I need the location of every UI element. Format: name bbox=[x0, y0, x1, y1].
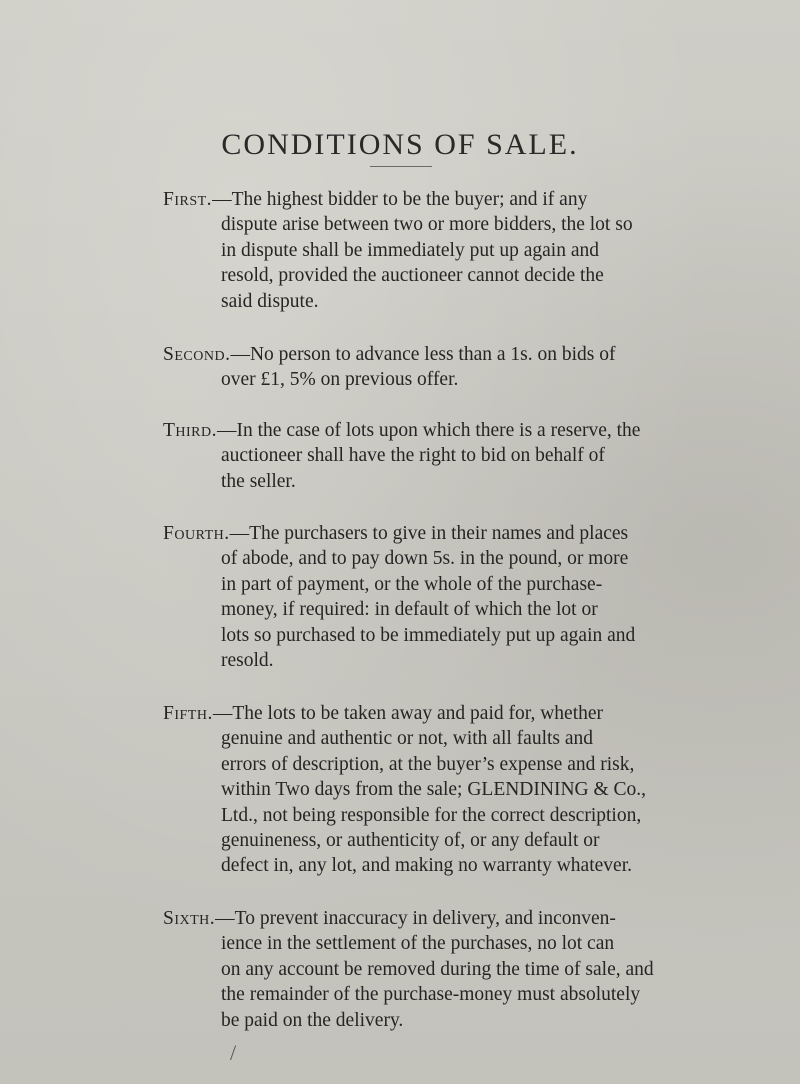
pencil-mark: / bbox=[230, 1040, 237, 1065]
clause-line: over £1, 5% on previous offer. bbox=[221, 369, 459, 391]
clause-fourth-line-1: Fourth.—The purchasers to give in their names and places bbox=[163, 523, 629, 544]
page-title: CONDITIONS OF SALE. bbox=[221, 128, 579, 161]
clause-second-line-1: Second.—No person to advance less than a 1s. on bids of bbox=[163, 344, 616, 365]
clause-line: lots so purchased to be immediately put up again and bbox=[221, 624, 636, 646]
clause-label: First. bbox=[163, 189, 213, 210]
clause-third bbox=[165, 418, 785, 494]
clause-fifth bbox=[165, 701, 785, 879]
clause-line: the remainder of the purchase-money must absolutely bbox=[221, 984, 641, 1006]
clause-third-line-1: Third.—In the case of lots upon which there is a reserve, the bbox=[163, 420, 641, 441]
clause-line: ience in the settlement of the purchases, no lot can bbox=[221, 933, 615, 955]
clause-first-line-1: First.—The highest bidder to be the buyer; and if any bbox=[163, 189, 588, 210]
clause-label: Sixth. bbox=[163, 908, 216, 929]
clause-line: said dispute. bbox=[221, 290, 319, 312]
clause-label: Third. bbox=[163, 420, 218, 441]
clause-line: auctioneer shall have the right to bid on behalf of bbox=[221, 445, 605, 467]
clause-label: Fourth. bbox=[163, 523, 230, 544]
clause-line: of abode, and to pay down 5s. in the pound, or more bbox=[221, 548, 629, 570]
clause-sixth bbox=[165, 906, 785, 1033]
clause-label: Second. bbox=[163, 344, 231, 365]
clause-line: the seller. bbox=[221, 470, 296, 492]
clause-line: genuine and authentic or not, with all faults and bbox=[221, 728, 594, 750]
clause-line: be paid on the delivery. bbox=[221, 1009, 404, 1031]
clause-second bbox=[165, 342, 785, 393]
clause-line: dispute arise between two or more bidders, the lot so bbox=[221, 214, 633, 236]
clause-line: in part of payment, or the whole of the purchase- bbox=[221, 573, 603, 595]
clause-line: genuineness, or authenticity of, or any default or bbox=[221, 830, 600, 852]
clause-line: resold, provided the auctioneer cannot decide the bbox=[221, 265, 604, 287]
clause-first bbox=[165, 187, 785, 314]
clause-fifth-line-1: Fifth.—The lots to be taken away and paid for, whether bbox=[163, 703, 604, 724]
clause-line: in dispute shall be immediately put up again and bbox=[221, 239, 600, 261]
clause-line: errors of description, at the buyer’s expense and risk, bbox=[221, 753, 635, 775]
clause-line: on any account be removed during the time of sale, and bbox=[221, 958, 654, 980]
title-rule bbox=[370, 166, 432, 167]
clause-fourth bbox=[165, 521, 785, 673]
clause-line: defect in, any lot, and making no warranty whatever. bbox=[221, 855, 632, 877]
clause-line: within Two days from the sale; GLENDINING & Co., bbox=[221, 779, 647, 801]
clause-line: resold. bbox=[221, 650, 274, 672]
clause-line: Ltd., not being responsible for the correct description, bbox=[221, 804, 642, 826]
clause-line: money, if required: in default of which the lot or bbox=[221, 599, 598, 621]
clause-label: Fifth. bbox=[163, 703, 213, 724]
clause-sixth-line-1: Sixth.—To prevent inaccuracy in delivery, and inconven- bbox=[163, 908, 616, 929]
